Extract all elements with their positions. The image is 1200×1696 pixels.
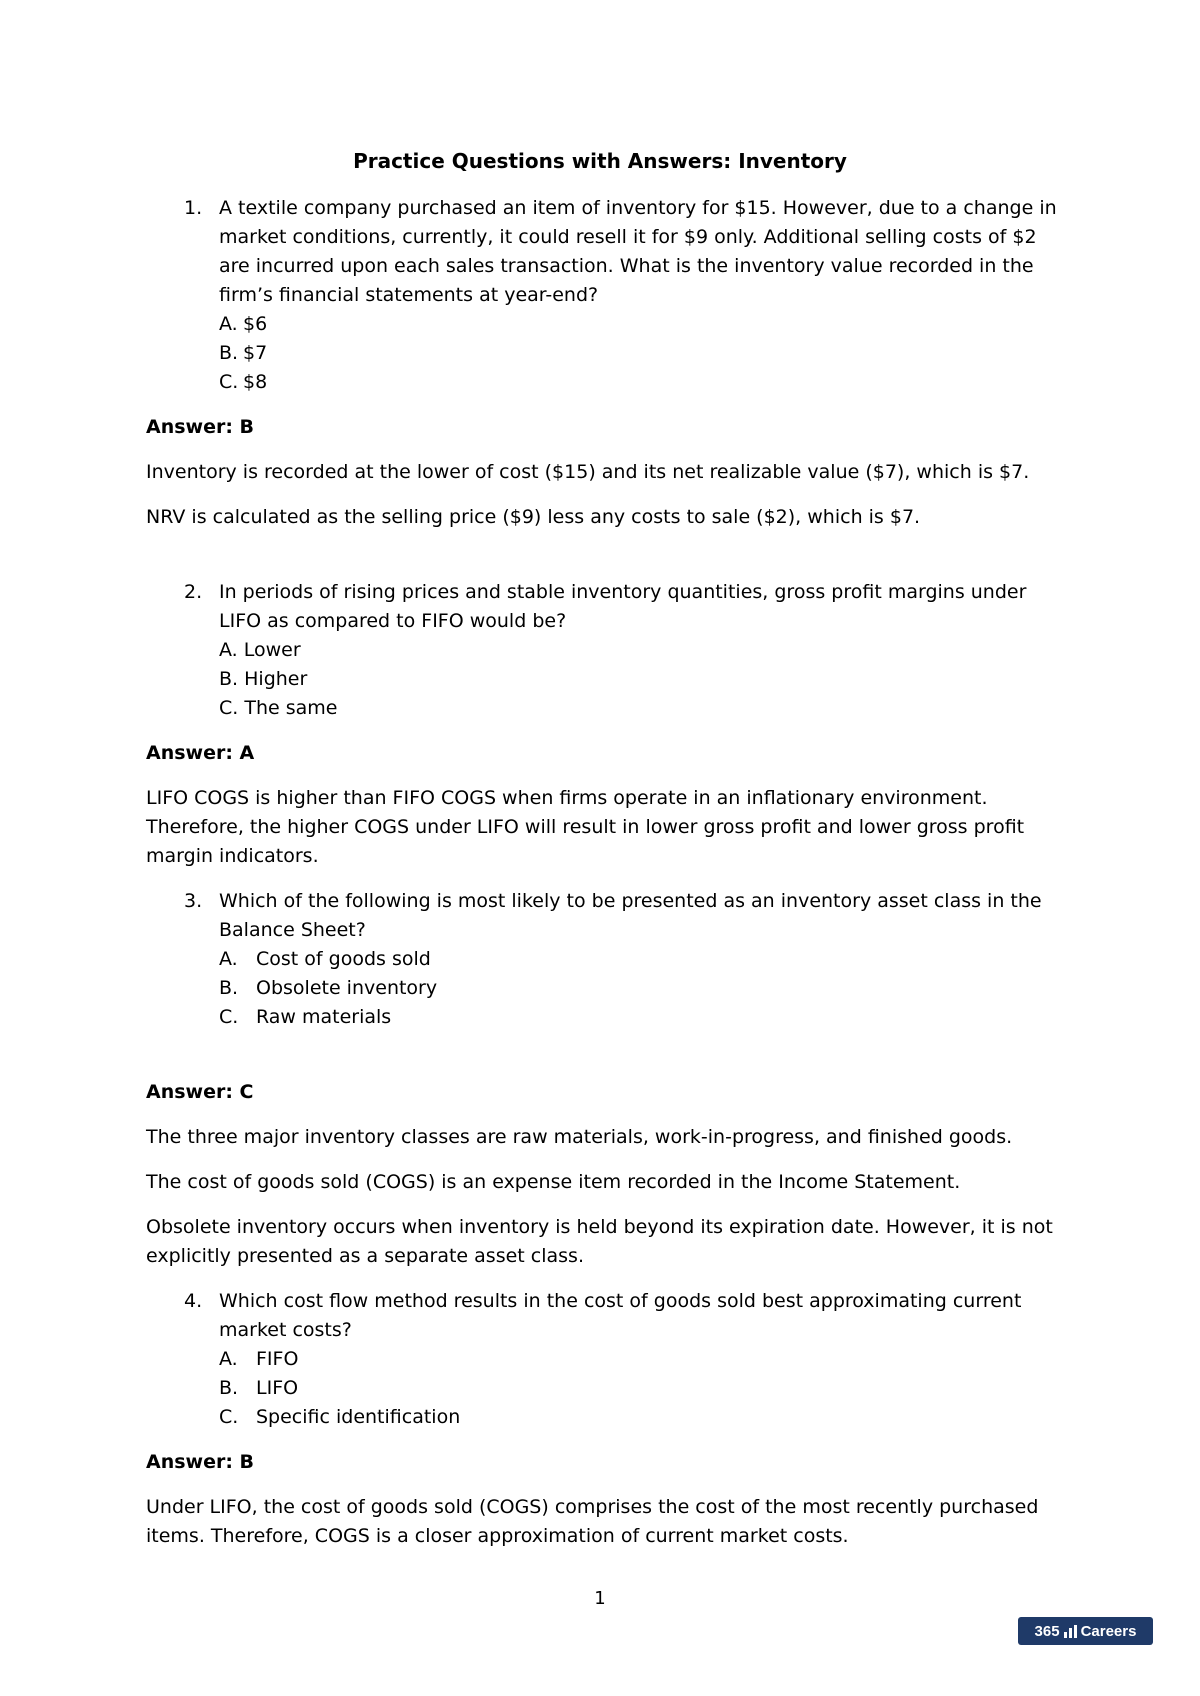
option-a: A. $6 [219,313,268,335]
option-b: B. Higher [219,668,308,690]
option-a: A. Cost of goods sold [219,948,431,970]
question-text: A textile company purchased an item of inventory for $15. However, due to a change in market conditions, currently, it could resell it for $9 only. Additional selling costs of $2 are incurred upon each sales transaction. What is the inventory value recorded in the firm’s financial statements at year-end? [219,197,1057,306]
page-number: 1 [594,1588,606,1609]
question-text: Which cost flow method results in the cost of goods sold best approximating current market costs? [219,1290,1022,1341]
answer-label: Answer: C [146,1081,254,1103]
question-number: 2. [184,581,203,603]
option-a: A. Lower [219,639,301,661]
question-4 [146,1287,1062,1432]
explanation-paragraph: LIFO COGS is higher than FIFO COGS when firms operate in an inflationary environment. Therefore, the higher COGS under LIFO will result in lower gross profit and lower gross profit margin indicators. [146,787,1025,867]
explanation-paragraph: Inventory is recorded at the lower of cost ($15) and its net realizable value ($7), which is $7. [146,461,1030,483]
explanation-paragraph: The cost of goods sold (COGS) is an expense item recorded in the Income Statement. [146,1171,961,1193]
answer-label: Answer: B [146,1451,255,1473]
question-text: Which of the following is most likely to be presented as an inventory asset class in the Balance Sheet? [219,890,1042,941]
option-c: C. Specific identification [219,1406,461,1428]
question-3 [146,887,1062,1032]
option-b: B. $7 [219,342,268,364]
question-text: In periods of rising prices and stable inventory quantities, gross profit margins under LIFO as compared to FIFO would be? [219,581,1027,632]
option-b: B. Obsolete inventory [219,977,438,999]
option-a: A. FIFO [219,1348,299,1370]
brand-logo [1018,1617,1153,1645]
question-number: 4. [184,1290,203,1312]
question-number: 1. [184,197,203,219]
answer-label: Answer: B [146,416,255,438]
document-body [146,194,1062,1551]
page-title: Practice Questions with Answers: Inventory [353,149,847,173]
question-2 [146,578,1062,723]
logo-number: 365 [1034,1622,1060,1640]
bar-chart-icon [1064,1625,1077,1638]
explanation-paragraph: NRV is calculated as the selling price ($9) less any costs to sale ($2), which is $7. [146,506,921,528]
explanation-paragraph: Under LIFO, the cost of goods sold (COGS) comprises the cost of the most recently purchased items. Therefore, COGS is a closer approximation of current market costs. [146,1496,1039,1547]
answer-label: Answer: A [146,742,255,764]
question-1 [146,194,1062,397]
logo-word: Careers [1080,1622,1137,1640]
option-c: C. Raw materials [219,1006,392,1028]
explanation-paragraph: Obsolete inventory occurs when inventory is held beyond its expiration date. However, it is not explicitly presented as a separate asset class. [146,1216,1053,1267]
option-c: C. $8 [219,371,268,393]
question-number: 3. [184,890,203,912]
option-b: B. LIFO [219,1377,299,1399]
explanation-paragraph: The three major inventory classes are raw materials, work-in-progress, and finished goods. [146,1126,1013,1148]
option-c: C. The same [219,697,338,719]
